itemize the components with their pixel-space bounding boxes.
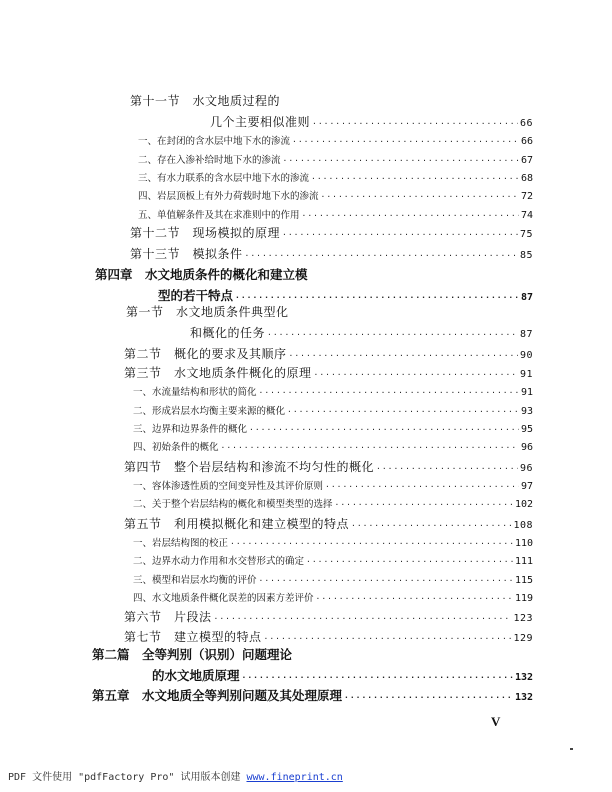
dot-leader [292, 137, 519, 146]
dot-leader [221, 443, 519, 452]
dot-leader [249, 425, 519, 434]
dot-leader [316, 594, 513, 603]
toc-entry: 五、单值解条件及其在求准则中的作用 ····· 74 [138, 207, 533, 221]
pdf-footer [8, 768, 343, 783]
toc-entry: 二、关于整个岩层结构的概化和模型类型的选择 ····· 102 [133, 496, 533, 510]
toc-entry: 三、边界和边界条件的概化 ····· 95 [133, 421, 533, 435]
toc-entry: 四、初始条件的概化 ····· 96 [133, 439, 533, 453]
footer-text: PDF 文件使用 "pdfFactory Pro" 试用版本创建 [8, 772, 247, 783]
dot-leader [282, 230, 518, 239]
toc-entry: 几个主要相似准则 ····· 66 [210, 113, 533, 130]
dot-leader [245, 251, 518, 260]
dot-leader [267, 330, 518, 339]
toc-entry: 一、岩层结构图的校正 ····· 110 [133, 535, 533, 549]
toc-entry: 二、存在入渗补给时地下水的渗流 ····· 67 [138, 152, 533, 166]
footer-link[interactable]: www.fineprint.cn [246, 772, 343, 783]
dot-leader [259, 576, 513, 585]
toc-entry: 三、模型和岩层水均衡的评价 ····· 115 [133, 572, 533, 586]
dot-leader [242, 673, 513, 682]
dot-leader [306, 557, 513, 566]
dot-leader [376, 464, 518, 473]
toc-entry: 一、容体渗透性质的空间变异性及其评价原则 ····· 97 [133, 478, 533, 492]
toc-entry: 一、在封闭的含水层中地下水的渗流 ····· 66 [138, 133, 533, 147]
dot-leader [287, 407, 519, 416]
toc-section-1-heading: 第一节 水文地质条件典型化 [126, 305, 289, 319]
toc-entry: 第十三节 模拟条件 ····· 85 [130, 245, 533, 262]
toc-entry: 第七节 建立模型的特点 ····· 129 [124, 628, 533, 645]
toc-section-11-heading: 第十一节 水文地质过程的 [130, 94, 281, 108]
toc-entry: 四、水文地质条件概化误差的因素方差评价 ····· 119 [133, 590, 533, 604]
dot-leader [235, 293, 519, 302]
dot-leader [230, 539, 513, 548]
dot-leader [214, 614, 512, 623]
dot-leader [312, 119, 518, 128]
dot-leader [264, 634, 512, 643]
toc-entry: 二、形成岩层水均衡主要来源的概化 ····· 93 [133, 403, 533, 417]
dot-leader [321, 192, 519, 201]
toc-entry: 第五章 水文地质全等判别问题及其处理原理 ····· 132 [92, 686, 533, 704]
dot-leader [302, 211, 519, 220]
toc-entry: 二、边界水动力作用和水交替形式的确定 ····· 111 [133, 553, 533, 567]
toc-entry: 第五节 利用模拟概化和建立模型的特点 ····· 108 [124, 515, 533, 532]
toc-entry: 第十二节 现场模拟的原理 ····· 75 [130, 224, 533, 241]
toc-entry: 和概化的任务 ····· 87 [190, 324, 533, 341]
dot-leader [283, 156, 519, 165]
dot-leader [351, 521, 511, 530]
toc-entry: 型的若干特点 ····· 87 [158, 286, 533, 304]
toc-entry: 第六节 片段法 ····· 123 [124, 608, 533, 625]
toc-entry: 的水文地质原理 ····· 132 [152, 666, 533, 684]
toc-part-2-heading: 第二篇 全等判别（识别）问题理论 [92, 647, 293, 662]
toc-entry: 四、岩层顶板上有外力荷载时地下水的渗流 ····· 72 [138, 188, 533, 202]
toc-entry: 三、有水力联系的含水层中地下水的渗流 ····· 68 [138, 170, 533, 184]
dot-leader [335, 500, 513, 509]
dot-leader [314, 370, 518, 379]
dot-leader [325, 482, 519, 491]
dot-leader [311, 174, 519, 183]
toc-entry: 第三节 水文地质条件概化的原理 ····· 91 [124, 364, 533, 381]
toc-entry: 一、水流量结构和形状的简化 ····· 91 [133, 384, 533, 398]
page-number: V [491, 714, 501, 729]
dot-leader [344, 693, 513, 702]
dot-leader [289, 351, 518, 360]
dot-leader [259, 388, 519, 397]
toc-entry: 第四节 整个岩层结构和渗流不均匀性的概化 ····· 96 [124, 458, 533, 475]
toc-chapter-4-heading: 第四章 水文地质条件的概化和建立模 [95, 267, 308, 282]
toc-entry: 第二节 概化的要求及其顺序 ····· 90 [124, 345, 533, 362]
scan-speck [570, 748, 573, 750]
